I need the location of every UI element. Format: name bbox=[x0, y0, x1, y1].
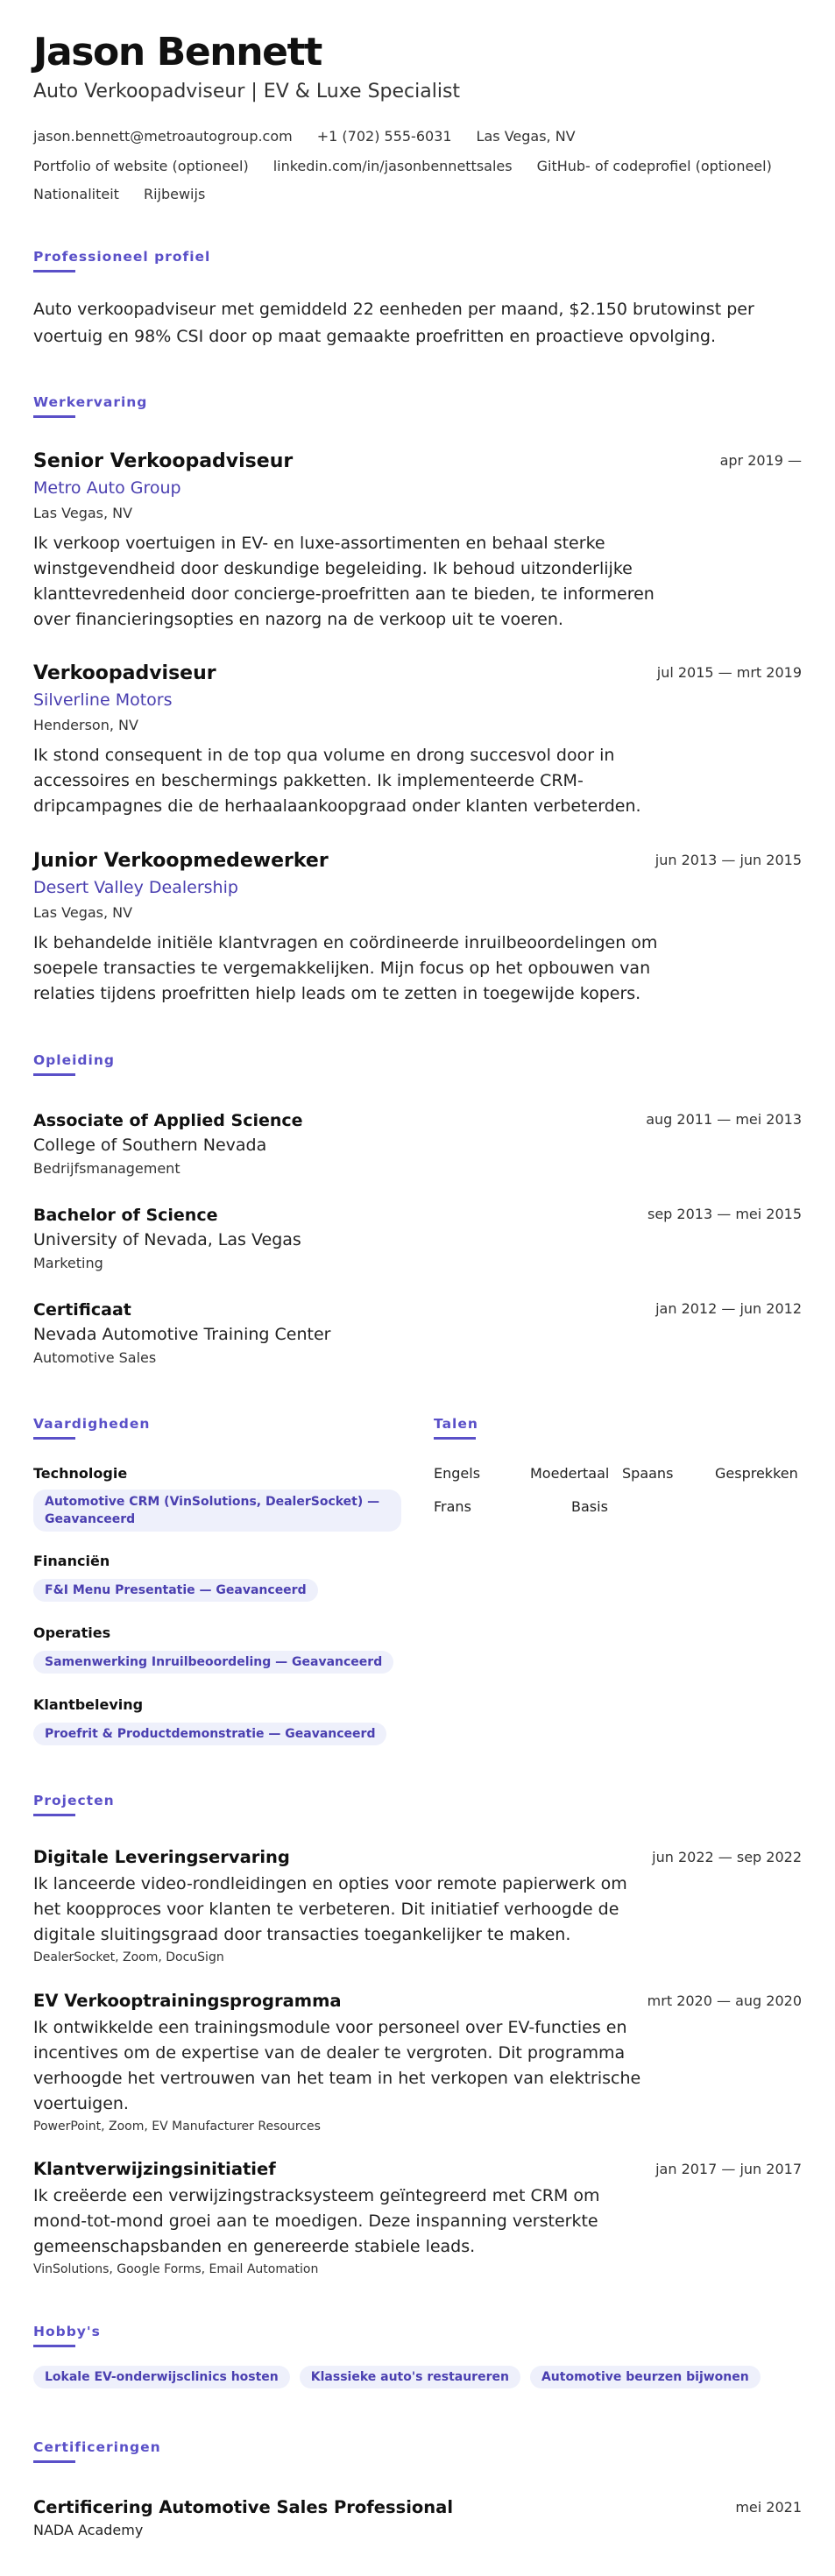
language-name: Spaans bbox=[622, 1465, 674, 1482]
contact-location: Las Vegas, NV bbox=[476, 128, 576, 145]
education-degree: Associate of Applied Science bbox=[33, 1111, 303, 1130]
hobby-list bbox=[33, 2366, 770, 2388]
section-title-experience: Werkervaring bbox=[33, 394, 148, 410]
job-title: Junior Verkoopmedewerker bbox=[33, 850, 329, 872]
education-field: Marketing bbox=[33, 1255, 103, 1271]
candidate-headline: Auto Verkoopadviseur | EV & Luxe Specialist bbox=[33, 81, 461, 103]
job-date: apr 2019 — bbox=[719, 452, 802, 469]
profile-summary: Auto verkoopadviseur met gemiddeld 22 eenheden per maand, $2.150 brutowinst per voertuig en 98% CSI door op maat gemaakte proefritten en proactieve opvolging. bbox=[33, 300, 754, 346]
project-date: jun 2022 — sep 2022 bbox=[652, 1849, 802, 1865]
contact-row-1 bbox=[33, 128, 600, 145]
contact-portfolio[interactable]: Portfolio of website (optioneel) bbox=[33, 158, 249, 174]
section-divider bbox=[434, 1437, 476, 1440]
project-tech: PowerPoint, Zoom, EV Manufacturer Resources bbox=[33, 2120, 321, 2134]
job-company: Silverline Motors bbox=[33, 690, 173, 710]
job-date: jul 2015 — mrt 2019 bbox=[656, 664, 802, 681]
job-company: Desert Valley Dealership bbox=[33, 878, 238, 897]
section-title-hobbies: Hobby's bbox=[33, 2324, 101, 2339]
contact-github[interactable]: GitHub- of codeprofiel (optioneel) bbox=[536, 158, 772, 174]
education-degree: Certificaat bbox=[33, 1300, 131, 1320]
hobby-chip: Lokale EV-onderwijsclinics hosten bbox=[33, 2366, 290, 2388]
job-date: jun 2013 — jun 2015 bbox=[655, 852, 802, 868]
contact-license: Rijbewijs bbox=[143, 186, 206, 202]
certification-name: Certificering Automotive Sales Professional bbox=[33, 2497, 454, 2517]
certification-date: mei 2021 bbox=[735, 2499, 802, 2516]
job-location: Henderson, NV bbox=[33, 717, 138, 733]
job-description: Ik stond consequent in de top qua volume en drong succesvol door in accessoires en beschermings pakketten. Ik implementeerde CRM-dripcampagnes die de herhaalaankoopgraad onder klanten verbeterden. bbox=[33, 746, 641, 816]
job-description: Ik behandelde initiële klantvragen en coördineerde inruilbeoordelingen om soepele transacties te vergemakkelijken. Mijn focus op het opbouwen van relaties tijdens proefritten hielp leads om te zetten in toegewijde kopers. bbox=[33, 933, 658, 1003]
skill-chip: Samenwerking Inruilbeoordeling — Geavanceerd bbox=[33, 1651, 393, 1674]
education-date: sep 2013 — mei 2015 bbox=[647, 1206, 802, 1222]
section-title-skills: Vaardigheden bbox=[33, 1416, 151, 1432]
project-description: Ik lanceerde video-rondleidingen en opties voor remote papierwerk om het koopproces voor klanten te verbeteren. Dit initiatief verhoogde de digitale sluitingsgraad door transacties toegankelijker te maken. bbox=[33, 1874, 627, 1944]
section-title-languages: Talen bbox=[434, 1416, 478, 1432]
project-description: Ik ontwikkelde een trainingsmodule voor personeel over EV-functies en incentives om de expertise van de dealer te vergroten. Dit programma verhoogde het vertrouwen van het team in het verkopen van elektrische voertuigen. bbox=[33, 2018, 641, 2113]
section-divider bbox=[33, 1814, 75, 1816]
contact-linkedin[interactable]: linkedin.com/in/jasonbennettsales bbox=[272, 158, 513, 174]
contact-nationality: Nationaliteit bbox=[33, 186, 119, 202]
section-title-education: Opleiding bbox=[33, 1052, 115, 1068]
skill-category: Financiën bbox=[33, 1553, 110, 1569]
job-company: Metro Auto Group bbox=[33, 478, 181, 498]
section-divider bbox=[33, 2460, 75, 2463]
education-date: jan 2012 — jun 2012 bbox=[655, 1300, 802, 1317]
job-description: Ik verkoop voertuigen in EV- en luxe-assortimenten en behaal sterke winstgevendheid door deskundige begeleiding. Ik behoud uitzonderlijke klanttevredenheid door concierge-proefritten aan te bieden, te informeren over financieringsopties en nazorg na de verkoop uit te voeren. bbox=[33, 534, 655, 629]
language-level: Basis bbox=[571, 1498, 608, 1515]
language-name: Engels bbox=[434, 1465, 481, 1482]
skill-category: Operaties bbox=[33, 1624, 111, 1641]
education-school: College of Southern Nevada bbox=[33, 1136, 267, 1155]
contact-row-3 bbox=[33, 186, 230, 202]
section-divider bbox=[33, 1073, 75, 1076]
section-divider bbox=[33, 270, 75, 272]
contact-row-2 bbox=[33, 158, 796, 174]
contact-phone[interactable]: +1 (702) 555-6031 bbox=[316, 128, 452, 145]
skill-category: Technologie bbox=[33, 1465, 128, 1482]
project-title: Digitale Leveringservaring bbox=[33, 1847, 290, 1867]
education-date: aug 2011 — mei 2013 bbox=[646, 1111, 802, 1128]
job-title: Verkoopadviseur bbox=[33, 662, 216, 684]
education-field: Automotive Sales bbox=[33, 1349, 157, 1366]
education-school: University of Nevada, Las Vegas bbox=[33, 1230, 301, 1249]
section-title-certifications: Certificeringen bbox=[33, 2439, 161, 2455]
project-tech: VinSolutions, Google Forms, Email Automation bbox=[33, 2262, 319, 2276]
section-divider bbox=[33, 415, 75, 418]
job-location: Las Vegas, NV bbox=[33, 505, 133, 521]
education-school: Nevada Automotive Training Center bbox=[33, 1325, 331, 1344]
education-degree: Bachelor of Science bbox=[33, 1206, 218, 1225]
project-tech: DealerSocket, Zoom, DocuSign bbox=[33, 1950, 224, 1964]
project-date: mrt 2020 — aug 2020 bbox=[647, 1992, 802, 2009]
contact-email[interactable]: jason.bennett@metroautogroup.com bbox=[33, 128, 293, 145]
section-title-profile: Professioneel profiel bbox=[33, 249, 211, 265]
language-level: Gesprekken bbox=[715, 1465, 798, 1482]
project-date: jan 2017 — jun 2017 bbox=[655, 2161, 802, 2177]
hobby-chip: Klassieke auto's restaureren bbox=[300, 2366, 520, 2388]
language-level: Moedertaal bbox=[530, 1465, 610, 1482]
candidate-name: Jason Bennett bbox=[33, 30, 322, 74]
certification-issuer: NADA Academy bbox=[33, 2522, 144, 2538]
job-title: Senior Verkoopadviseur bbox=[33, 450, 294, 472]
skill-chip: Automotive CRM (VinSolutions, DealerSocket) — Geavanceerd bbox=[33, 1490, 401, 1532]
hobby-chip: Automotive beurzen bijwonen bbox=[530, 2366, 761, 2388]
section-title-projects: Projecten bbox=[33, 1793, 115, 1808]
project-description: Ik creëerde een verwijzingstracksysteem geïntegreerd met CRM om mond-tot-mond groei aan te moedigen. Deze inspanning versterkte gemeenschapsbanden en genereerde stabiele leads. bbox=[33, 2186, 600, 2256]
skill-category: Klantbeleving bbox=[33, 1696, 144, 1713]
skill-chip: F&I Menu Presentatie — Geavanceerd bbox=[33, 1579, 318, 1602]
language-name: Frans bbox=[434, 1498, 471, 1515]
project-title: Klantverwijzingsinitiatief bbox=[33, 2159, 276, 2179]
education-field: Bedrijfsmanagement bbox=[33, 1160, 180, 1177]
job-location: Las Vegas, NV bbox=[33, 904, 133, 921]
skill-chip: Proefrit & Productdemonstratie — Geavanceerd bbox=[33, 1723, 386, 1745]
project-title: EV Verkooptrainingsprogramma bbox=[33, 1991, 342, 2011]
section-divider bbox=[33, 2345, 75, 2347]
section-divider bbox=[33, 1437, 75, 1440]
